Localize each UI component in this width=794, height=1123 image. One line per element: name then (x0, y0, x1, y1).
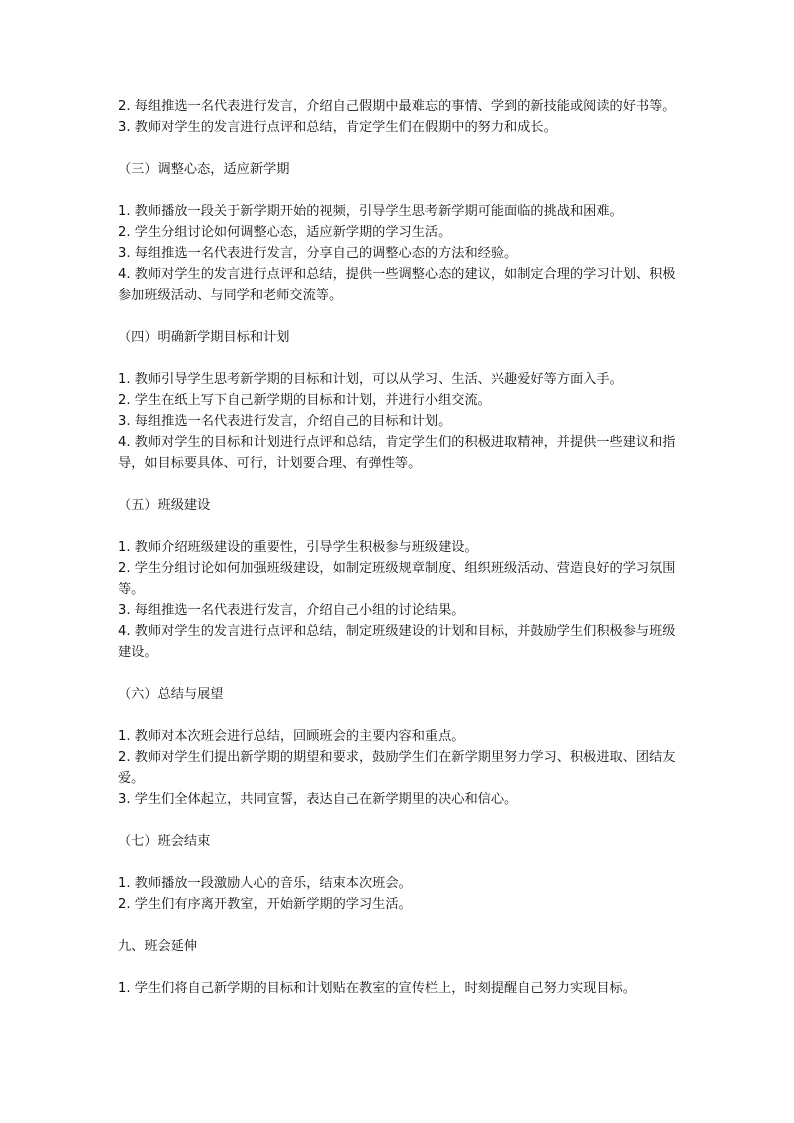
section-meeting-end (118, 831, 684, 915)
section-adjust-mindset (118, 159, 684, 306)
list-item: 1. 教师播放一段激励人心的音乐，结束本次班会。 (118, 876, 412, 891)
intro-section (118, 96, 684, 138)
section-summary-outlook (118, 684, 684, 810)
section-items (118, 537, 684, 663)
list-item: 3. 教师对学生的发言进行点评和总结，肯定学生们在假期中的努力和成长。 (118, 120, 557, 135)
list-item: 1. 学生们将自己新学期的目标和计划贴在教室的宣传栏上，时刻提醒自己努力实现目标。 (118, 981, 636, 996)
list-item: 1. 教师介绍班级建设的重要性，引导学生积极参与班级建设。 (118, 540, 478, 555)
list-item: 3. 每组推选一名代表进行发言，介绍自己小组的讨论结果。 (118, 603, 465, 618)
list-item: 2. 每组推选一名代表进行发言，介绍自己假期中最难忘的事情、学到的新技能或阅读的好书等。 (118, 99, 676, 114)
list-item: 1. 教师对本次班会进行总结，回顾班会的主要内容和重点。 (118, 729, 465, 744)
document-page (118, 96, 684, 999)
list-item: 2. 教师对学生们提出新学期的期望和要求，鼓励学生们在新学期里努力学习、积极进取、团结友爱。 (118, 750, 676, 786)
intro-items (118, 96, 684, 138)
list-item: 2. 学生分组讨论如何调整心态，适应新学期的学习生活。 (118, 225, 452, 240)
section-items (118, 978, 684, 999)
list-item: 3. 每组推选一名代表进行发言，介绍自己的目标和计划。 (118, 414, 452, 429)
section-heading: （四）明确新学期目标和计划 (118, 330, 290, 345)
section-items (118, 873, 684, 915)
section-heading: （三）调整心态，适应新学期 (118, 162, 290, 177)
list-item: 3. 学生们全体起立，共同宣誓，表达自己在新学期里的决心和信心。 (118, 792, 518, 807)
section-items (118, 201, 684, 306)
section-items (118, 726, 684, 810)
list-item: 4. 教师对学生的目标和计划进行点评和总结，肯定学生们的积极进取精神，并提供一些建议和指导，如目标要具体、可行，计划要合理、有弹性等。 (118, 435, 676, 471)
section-goals-plans (118, 327, 684, 474)
list-item: 4. 教师对学生的发言进行点评和总结，制定班级建设的计划和目标，并鼓励学生们积极参与班级建设。 (118, 624, 676, 660)
section-heading: （七）班会结束 (118, 834, 211, 849)
section-items (118, 369, 684, 474)
section-class-building (118, 495, 684, 663)
section-extension (118, 936, 684, 999)
list-item: 3. 每组推选一名代表进行发言，分享自己的调整心态的方法和经验。 (118, 246, 518, 261)
section-heading: （五）班级建设 (118, 498, 211, 513)
list-item: 1. 教师引导学生思考新学期的目标和计划，可以从学习、生活、兴趣爱好等方面入手。 (118, 372, 623, 387)
list-item: 1. 教师播放一段关于新学期开始的视频，引导学生思考新学期可能面临的挑战和困难。 (118, 204, 623, 219)
list-item: 2. 学生分组讨论如何加强班级建设，如制定班级规章制度、组织班级活动、营造良好的学习氛围等。 (118, 561, 676, 597)
list-item: 4. 教师对学生的发言进行点评和总结，提供一些调整心态的建议，如制定合理的学习计划、积极参加班级活动、与同学和老师交流等。 (118, 267, 676, 303)
list-item: 2. 学生们有序离开教室，开始新学期的学习生活。 (118, 897, 412, 912)
section-heading: （六）总结与展望 (118, 687, 224, 702)
section-heading: 九、班会延伸 (118, 939, 198, 954)
list-item: 2. 学生在纸上写下自己新学期的目标和计划，并进行小组交流。 (118, 393, 491, 408)
